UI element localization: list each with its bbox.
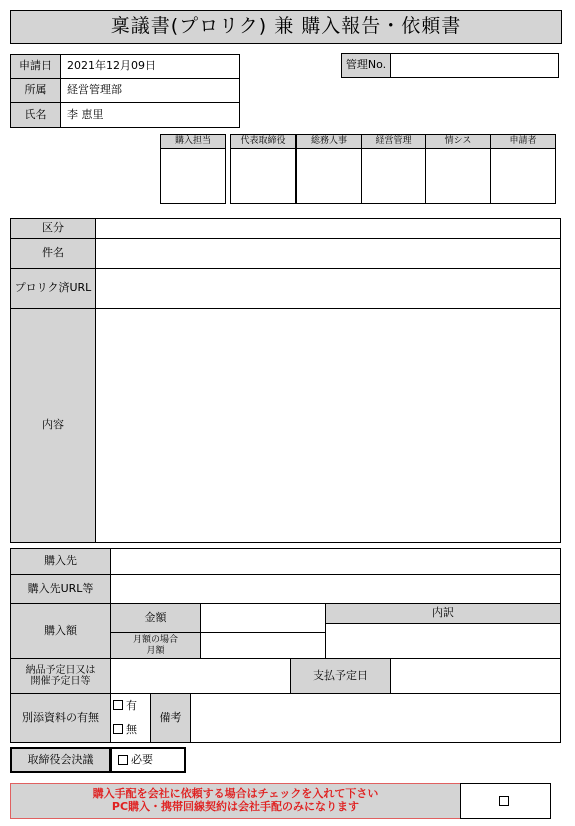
- approval-stamp-box[interactable]: [490, 148, 556, 204]
- approval-stamp-box[interactable]: [160, 148, 226, 204]
- attachment-yes-checkbox[interactable]: 有: [113, 700, 137, 713]
- vendor-url-label: 購入先URL等: [10, 574, 111, 604]
- management-no-label: 管理No.: [341, 53, 391, 78]
- price-field[interactable]: [200, 603, 326, 633]
- attachment-label: 別添資料の有無: [10, 693, 111, 743]
- notice-line-2: PC購入・携帯回線契約は会社手配のみになります: [111, 800, 360, 813]
- attachment-options: [110, 693, 151, 743]
- notice-checkbox-cell: [460, 783, 551, 819]
- subject-field[interactable]: [95, 238, 561, 269]
- approval-stamp-box[interactable]: [296, 148, 362, 204]
- name-field[interactable]: 李 恵里: [60, 102, 240, 128]
- approval-header: 申請者: [490, 134, 556, 149]
- company-arrange-checkbox[interactable]: [499, 796, 509, 806]
- content-label: 内容: [10, 308, 96, 543]
- vendor-label: 購入先: [10, 548, 111, 575]
- delivery-label: 納品予定日又は 開催予定日等: [10, 658, 111, 694]
- monthly-field[interactable]: [200, 632, 326, 659]
- breakdown-field[interactable]: [325, 623, 561, 659]
- subject-label: 件名: [10, 238, 96, 269]
- vendor-url-field[interactable]: [110, 574, 561, 604]
- amount-label: 購入額: [10, 603, 111, 659]
- breakdown-label: 内訳: [325, 603, 561, 624]
- approval-header: 代表取締役: [230, 134, 296, 149]
- form-title: 稟議書(プロリク) 兼 購入報告・依頼書: [110, 15, 462, 38]
- attachment-no-checkbox[interactable]: 無: [113, 724, 137, 737]
- checkbox-icon: [113, 724, 123, 734]
- name-label: 氏名: [10, 102, 61, 128]
- management-no-field[interactable]: [390, 53, 559, 78]
- url-label: プロリク済URL: [10, 268, 96, 309]
- checkbox-icon: [118, 755, 128, 765]
- notice-line-1: 購入手配を会社に依頼する場合はチェックを入れて下さい: [92, 787, 379, 801]
- checkbox-icon: [113, 700, 123, 710]
- date-field[interactable]: 2021年12月09日: [60, 54, 240, 79]
- payment-field[interactable]: [390, 658, 561, 694]
- approval-header: 経営管理: [361, 134, 426, 149]
- approval-header: 情シス: [425, 134, 491, 149]
- notice-box: [10, 783, 461, 819]
- remarks-label: 備考: [150, 693, 191, 743]
- content-field[interactable]: [95, 308, 561, 543]
- approval-stamp-box[interactable]: [361, 148, 426, 204]
- category-label: 区分: [10, 218, 96, 239]
- url-field[interactable]: [95, 268, 561, 309]
- form-title-bar: [10, 10, 562, 44]
- category-field[interactable]: [95, 218, 561, 239]
- dept-field[interactable]: 経営管理部: [60, 78, 240, 103]
- delivery-field[interactable]: [110, 658, 291, 694]
- monthly-label: 月額の場合 月額: [110, 632, 201, 659]
- date-label: 申請日: [10, 54, 61, 79]
- board-necessary-checkbox[interactable]: 必要: [110, 747, 186, 773]
- approval-header: 総務人事: [296, 134, 362, 149]
- approval-stamp-box[interactable]: [230, 148, 296, 204]
- price-label: 金額: [110, 603, 201, 633]
- payment-label: 支払予定日: [290, 658, 391, 694]
- remarks-field[interactable]: [190, 693, 561, 743]
- approval-header: 購入担当: [160, 134, 226, 149]
- dept-label: 所属: [10, 78, 61, 103]
- vendor-field[interactable]: [110, 548, 561, 575]
- board-label: 取締役会決議: [10, 747, 111, 773]
- approval-stamp-box[interactable]: [425, 148, 491, 204]
